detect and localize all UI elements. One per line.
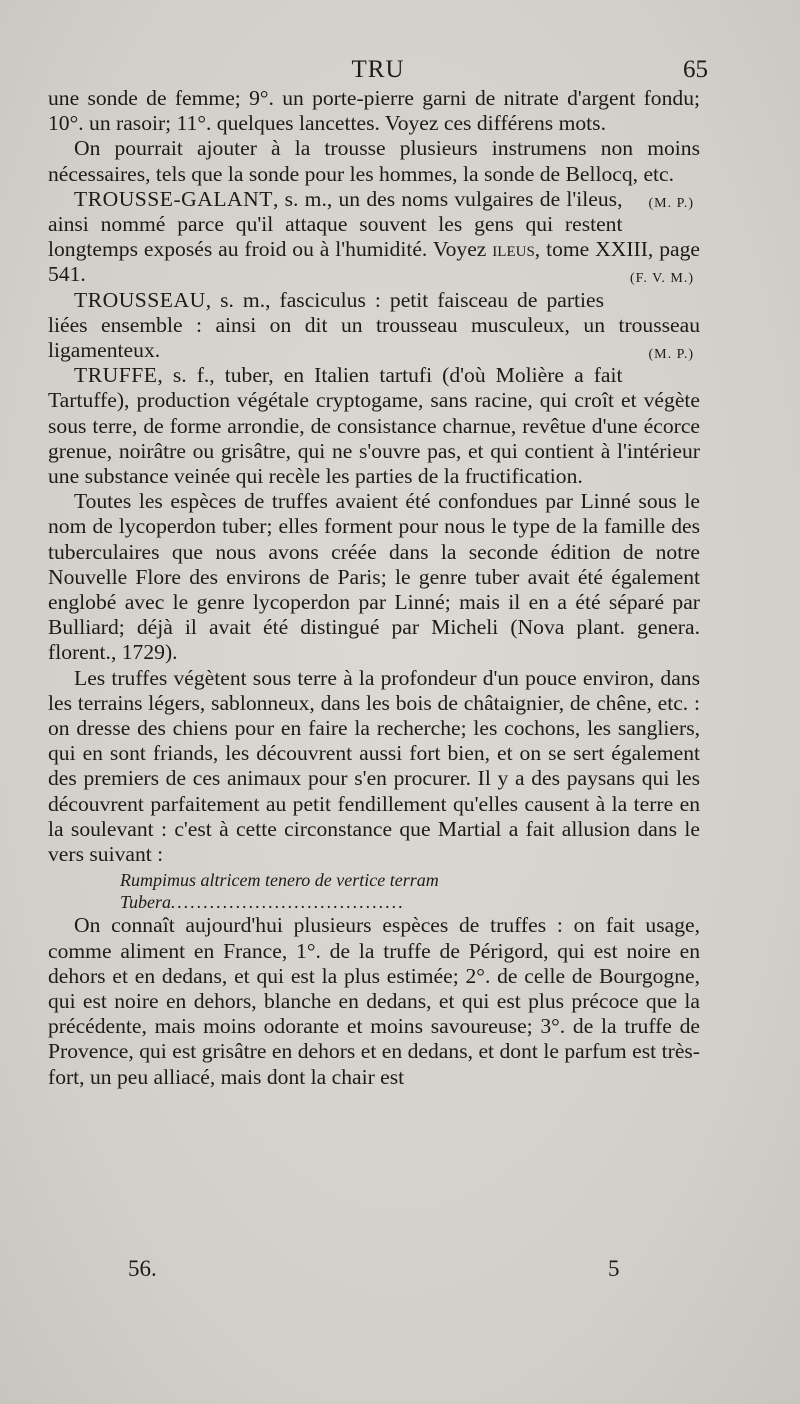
paragraph-species: On connaît aujourd'hui plusieurs espèces de truffes : on fait usage, comme aliment en France, 1°. de la truffe de Périgord, qui est noire en dehors et en dedans, et qui est la plus estimée; 2°. de celle de Bourgogne, qui est noire en dehors, blanche en dedans, et qui est plus précoce que la précédente, mais moins odorante et moins savoureuse; 3°. de la truffe de Provence, qui est grisâtre en dehors et en dedans, et dont le parfum est très-fort, un peu alliacé, mais dont la chair est bbox=[48, 913, 700, 1089]
entry-text-continued: , tome XXIII, page 541. bbox=[48, 237, 700, 287]
author-signature: (M. P.) bbox=[648, 195, 694, 211]
entry-text: , s. m., fasciculus : petit faisceau de parties liées ensemble : ainsi on dit un trousseau musculeux, un trousseau ligamenteux. bbox=[48, 287, 700, 363]
signature-mark: 5 bbox=[608, 1256, 620, 1281]
entry-headword: TROUSSE-GALANT bbox=[74, 186, 273, 211]
entry-text: , s. m., un des noms vulgaires de l'ileus, ainsi nommé parce qu'il attaque souvent les gens qui restent longtemps exposés au froid ou à l'humidité. Voyez bbox=[48, 186, 623, 262]
entry-headword: TRUFFE bbox=[74, 363, 158, 388]
paragraph-habitat: Les truffes végètent sous terre à la profondeur d'un pouce environ, dans les terrains légers, sablonneux, dans les bois de châtaignier, de chêne, etc. : on dresse des chiens pour en faire la recherche; les cochons, les sangliers, qui en sont friands, les découvrent aussi fort bien, et on se sert également des premiers de ces animaux pour s'en procurer. Il y a des paysans qui les découvrent parfaitement au petit fendillement qu'elles causent à la terre en la soulevant : c'est à cette circonstance que Martial a fait allusion dans le vers suivant : bbox=[48, 665, 700, 867]
verse-ellipsis: .................................... bbox=[171, 892, 406, 913]
author-signature: (F. V. M.) bbox=[630, 271, 694, 287]
page-footer bbox=[48, 1256, 700, 1286]
paragraph-continuation: une sonde de femme; 9°. un porte-pierre garni de nitrate d'argent fondu; 10°. un rasoir; 11°. quelques lancettes. Voyez ces différens mots. bbox=[48, 86, 700, 136]
author-signature: (M. P.) bbox=[648, 347, 694, 363]
running-header bbox=[48, 52, 708, 86]
paragraph-text: On pourrait ajouter à la trousse plusieurs instrumens non moins nécessaires, tels que la sonde pour les hommes, la sonde de Bellocq, etc. bbox=[48, 136, 700, 186]
text-body bbox=[48, 86, 700, 1090]
page-number: 65 bbox=[683, 56, 708, 83]
entry-truffe bbox=[48, 363, 700, 489]
entry-trousseau bbox=[48, 288, 700, 364]
verse-line: Rumpimus altricem tenero de vertice terram bbox=[120, 870, 439, 891]
verse-word: Tubera bbox=[120, 892, 172, 913]
paragraph-classification: Toutes les espèces de truffes avaient été confondues par Linné sous le nom de lycoperdon tuber; elles forment pour nous le type de la famille des tuberculaires que nous avons créée dans la seconde édition de notre Nouvelle Flore des environs de Paris; le genre tuber avait été également englobé avec le genre lycoperdon par Linné; mais il en a été séparé par Bulliard; déjà il avait été distingué par Micheli (Nova plant. genera. florent., 1729). bbox=[48, 489, 700, 665]
entry-trousse-galant bbox=[48, 187, 700, 288]
entry-text: , s. f., tuber, en Italien tartufi (d'où Molière a fait Tartuffe), production végétale cryptogame, sans racine, qui croît et végète sous terre, de forme arrondie, de consistance charnue, revêtue d'une écorce grenue, noirâtre ou grisâtre, qui ne s'ouvre pas, et qui contient à l'intérieur une substance veinée qui recèle les parties de la fructification. bbox=[48, 363, 700, 489]
volume-number: 56. bbox=[128, 1256, 157, 1281]
entry-headword: TROUSSEAU bbox=[74, 287, 206, 312]
cross-reference: ileus bbox=[492, 237, 535, 262]
running-title: TRU bbox=[351, 56, 405, 83]
verse-quotation bbox=[120, 869, 700, 913]
verse-line-2 bbox=[120, 891, 700, 913]
